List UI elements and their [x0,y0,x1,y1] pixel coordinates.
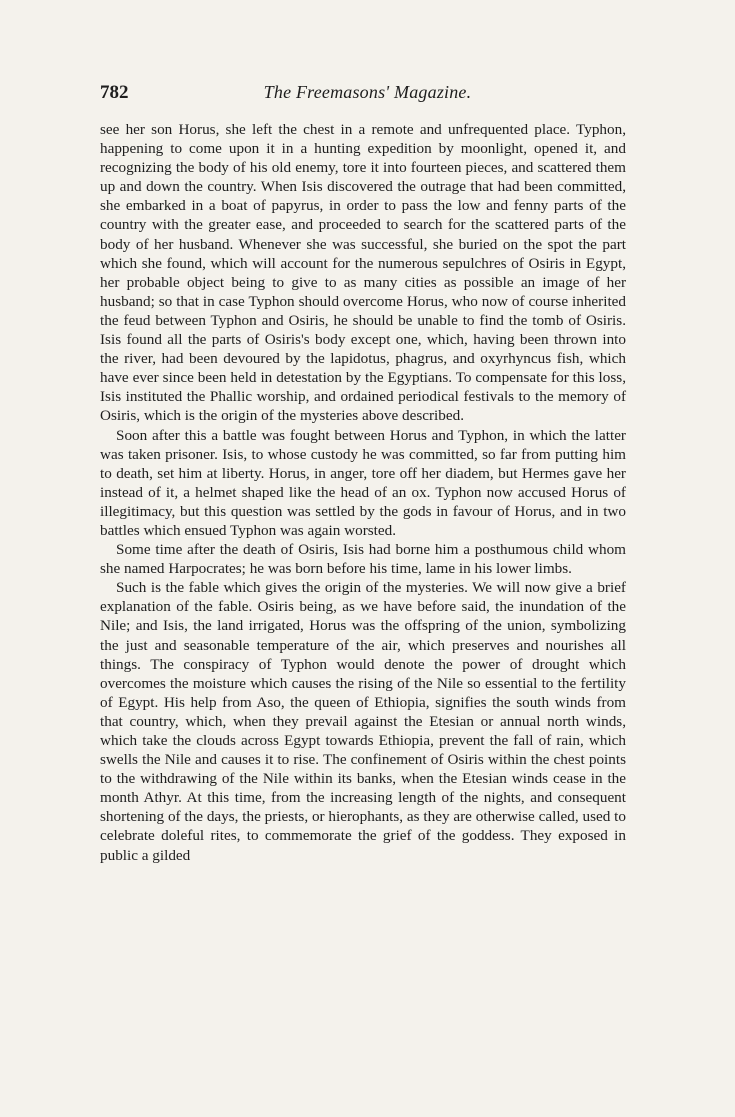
running-title: The Freemasons' Magazine. [263,82,472,102]
paragraph-harpocrates: Some time after the death of Osiris, Isis had borne him a posthumous child whom she named Harpocrates; he was born before his time, lame in his lower limbs. [100,541,626,578]
page-number: 782 [100,82,129,103]
paragraph-battle-horus-typhon: Soon after this a battle was fought between Horus and Typhon, in which the latter was taken prisoner. Isis, to whose custody he was committed, so far from putting him to death, set him at liberty. Horus, in anger, tore off her diadem, but Hermes gave her instead of it, a helmet shaped like the head of an ox. Typhon now accused Horus of illegitimacy, but this question was settled by the gods in favour of Horus, and in two battles which ensued Typhon was again worsted. [100,426,626,539]
page-header [100,82,635,110]
article-body [100,120,626,865]
paragraph-continued: see her son Horus, she left the chest in a remote and unfrequented place. Typhon, happening to come upon it in a hunting expedition by moonlight, opened it, and recognizing the body of his old enemy, tore it into fourteen pieces, and scattered them up and down the country. When Isis discovered the outrage that had been committed, she embarked in a boat of papyrus, in order to pass the low and fenny parts of the country with the greater ease, and proceeded to search for the scattered parts of the body of her husband. Whenever she was successful, she buried on the spot the part which she found, which will account for the numerous sepulchres of Osiris in Egypt, her probable object being to give to as many cities as possible an image of her husband; so that in case Typhon should overcome Horus, who now of course inherited the feud between Typhon and Osiris, he should be unable to find the tomb of Osiris. Isis found all the parts of Osiris's body except one, which, having been thrown into the river, had been devoured by the lapidotus, phagrus, and oxyrhyncus fish, which have ever since been held in detestation by the Egyptians. To compensate for this loss, Isis instituted the Phallic worship, and ordained periodical festivals to the memory of Osiris, which is the origin of the mysteries above described. [100,121,626,425]
paragraph-fable-explanation: Such is the fable which gives the origin of the mysteries. We will now give a brief explanation of the fable. Osiris being, as we have before said, the inundation of the Nile; and Isis, the land irrigated, Horus was the offspring of the union, symbolizing the just and seasonable temperature of the air, which preserves and nourishes all things. The conspiracy of Typhon would denote the power of drought which overcomes the moisture which causes the rising of the Nile so essential to the fertility of Egypt. His help from Aso, the queen of Ethiopia, signifies the south winds from that country, which, when they prevail against the Etesian or annual north winds, which take the clouds across Egypt towards Ethiopia, prevent the fall of rain, which swells the Nile and causes it to rise. The confinement of Osiris within the chest points to the withdrawing of the Nile within its banks, when the Etesian winds cease in the month Athyr. At this time, from the increasing length of the nights, and consequent shortening of the days, the priests, or hierophants, as they are otherwise called, used to celebrate doleful rites, to commemorate the grief of the goddess. They exposed in public a gilded [100,579,626,864]
